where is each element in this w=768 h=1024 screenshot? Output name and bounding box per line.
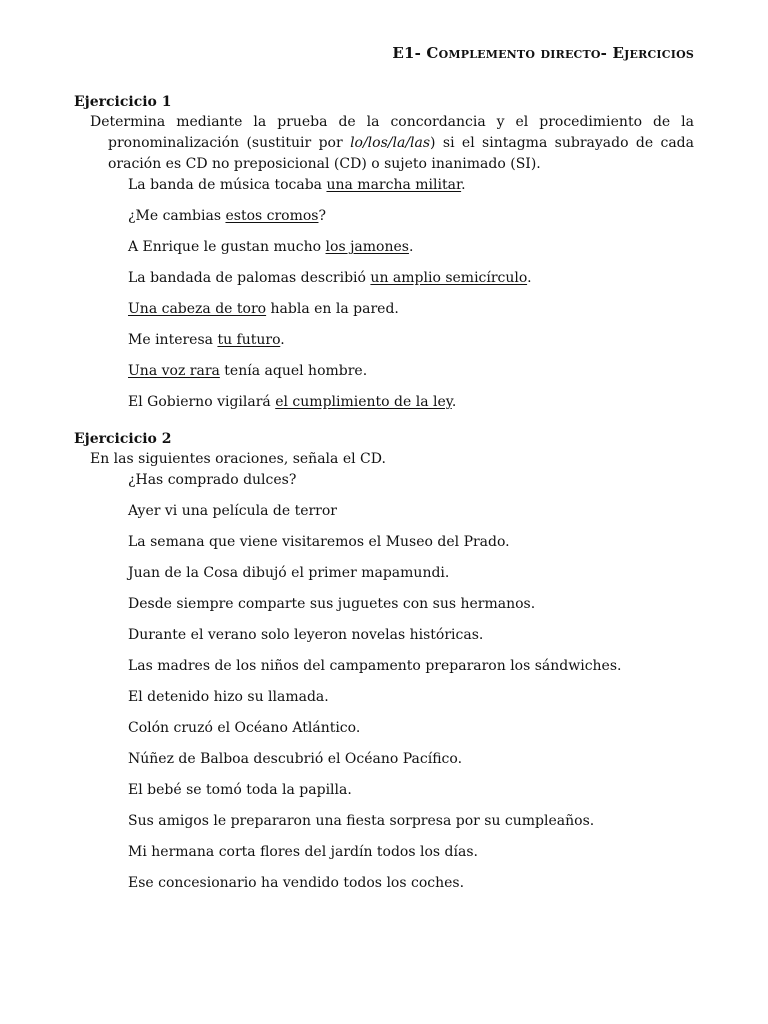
exercise-2 bbox=[74, 429, 694, 904]
underlined-phrase: Una voz rara bbox=[128, 363, 220, 379]
list-item: El Gobierno vigilará el cumplimiento de la ley. bbox=[128, 394, 457, 410]
list-item: Las madres de los niños del campamento prepararon los sándwiches. bbox=[128, 658, 622, 674]
list-item: Durante el verano solo leyeron novelas históricas. bbox=[128, 627, 484, 643]
exercise-2-sentence-list bbox=[74, 470, 694, 893]
list-item: El bebé se tomó toda la papilla. bbox=[128, 782, 352, 798]
list-item: El detenido hizo su llamada. bbox=[128, 689, 329, 705]
list-item: La bandada de palomas describió un amplio semicírculo. bbox=[128, 270, 532, 286]
exercise-1-instruction bbox=[90, 112, 694, 175]
list-item: Mi hermana corta flores del jardín todos los días. bbox=[128, 844, 478, 860]
underlined-phrase: estos cromos bbox=[225, 208, 319, 224]
list-item: Núñez de Balboa descubrió el Océano Pacífico. bbox=[128, 751, 463, 767]
underlined-phrase: un amplio semicírculo bbox=[370, 270, 528, 286]
list-item: ¿Has comprado dulces? bbox=[128, 472, 297, 488]
exercise-2-instruction: En las siguientes oraciones, señala el CD. bbox=[90, 451, 386, 467]
exercise-1-sentence-list bbox=[74, 175, 694, 412]
exercise-1 bbox=[74, 92, 694, 423]
list-item: Desde siempre comparte sus juguetes con sus hermanos. bbox=[128, 596, 536, 612]
underlined-phrase: el cumplimiento de la ley bbox=[275, 394, 452, 410]
list-item: A Enrique le gustan mucho los jamones. bbox=[128, 239, 414, 255]
underlined-phrase: Una cabeza de toro bbox=[128, 301, 267, 317]
list-item: Una voz rara tenía aquel hombre. bbox=[128, 363, 368, 379]
list-item: La semana que viene visitaremos el Museo del Prado. bbox=[128, 534, 510, 550]
list-item: Una cabeza de toro habla en la pared. bbox=[128, 301, 399, 317]
exercise-2-title: Ejercicicio 2 bbox=[74, 431, 172, 447]
list-item: Ese concesionario ha vendido todos los coches. bbox=[128, 875, 465, 891]
underlined-phrase: los jamones bbox=[325, 239, 409, 255]
instruction-text-part2: ) si el sintagma subrayado de cada oración es CD no preposicional (CD) o sujeto inanimado (SI). bbox=[108, 135, 694, 172]
exercise-1-title: Ejercicicio 1 bbox=[74, 94, 172, 110]
list-item: La banda de música tocaba una marcha militar. bbox=[128, 177, 466, 193]
list-item: Juan de la Cosa dibujó el primer mapamundi. bbox=[128, 565, 450, 581]
instruction-text-part1: Determina mediante la prueba de la concordancia y el procedimiento de la pronominalización (sustituir por bbox=[90, 114, 694, 151]
underlined-phrase: tu futuro bbox=[217, 332, 281, 348]
page-header-title: E1- Complemento directo- Ejercicios bbox=[392, 44, 694, 62]
underlined-phrase: una marcha militar bbox=[326, 177, 462, 193]
list-item: Ayer vi una película de terror bbox=[128, 503, 337, 519]
list-item: ¿Me cambias estos cromos? bbox=[128, 208, 326, 224]
list-item: Me interesa tu futuro. bbox=[128, 332, 285, 348]
instruction-pronouns: lo/los/la/las bbox=[350, 135, 431, 151]
list-item: Colón cruzó el Océano Atlántico. bbox=[128, 720, 361, 736]
list-item: Sus amigos le prepararon una fiesta sorpresa por su cumpleaños. bbox=[128, 813, 595, 829]
